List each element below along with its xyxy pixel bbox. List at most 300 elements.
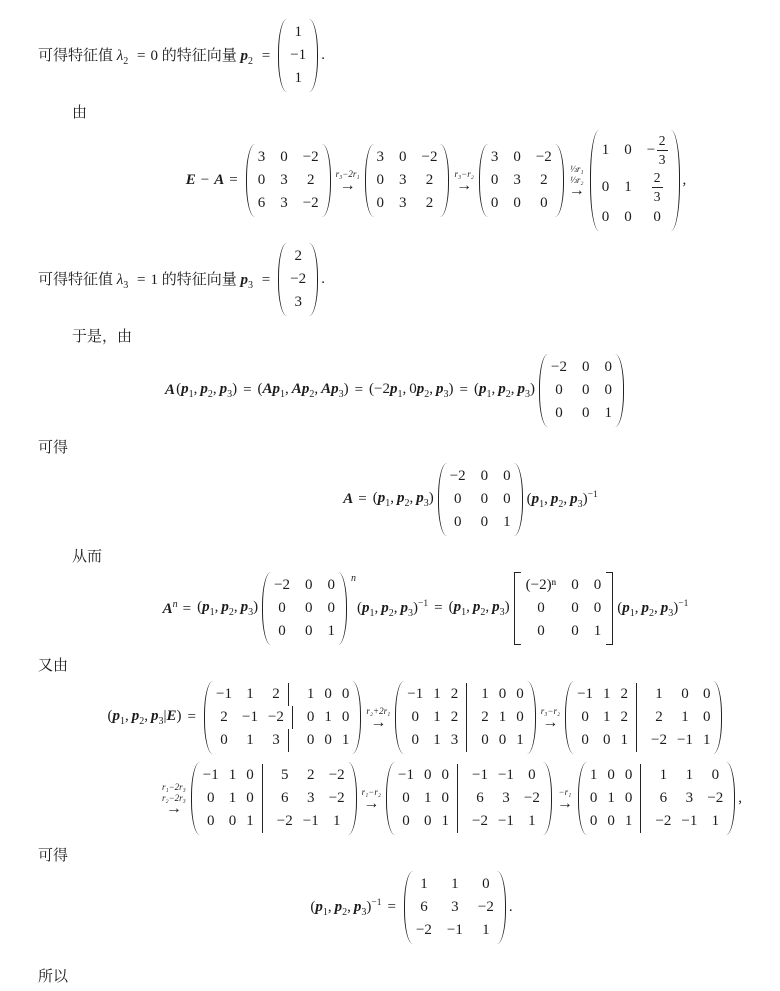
comma: , (212, 381, 217, 397)
subscript: 1 (486, 389, 492, 400)
connector-you: 由 (72, 105, 88, 121)
matrix (246, 143, 331, 218)
paren-close: ) (582, 490, 588, 507)
matrix-cell: 0 (528, 767, 536, 783)
matrix-cell: 0 (653, 209, 661, 225)
matrix-cell: 0 (306, 709, 315, 725)
matrix-cell: 0 (593, 577, 602, 593)
matrix-cell: 1 (604, 405, 612, 421)
connector-youyou: 又由 (38, 658, 69, 674)
vector-p-symbol: p (550, 490, 559, 507)
matrix-cell: 0 (711, 767, 720, 783)
equals-sign: = (182, 601, 192, 617)
vector-p-symbol: p (641, 599, 650, 616)
matrix-cell: 2 (220, 709, 228, 725)
matrix-cell: 1 (589, 767, 598, 783)
vector-p-symbol: p (200, 381, 208, 397)
subscript: 3 (668, 607, 674, 619)
matrix-cell: −2 (523, 790, 540, 806)
superscript-inverse: −1 (418, 598, 429, 609)
matrix-cell: 0 (376, 195, 385, 211)
subscript: 1 (539, 498, 545, 510)
arrow-icon: → (339, 176, 356, 194)
matrix-grid (525, 574, 603, 643)
diagonal-matrix-power-result (514, 571, 614, 646)
p-group-inverse (527, 490, 598, 510)
subscript: 1 (369, 607, 375, 619)
coefficient: A (262, 381, 273, 397)
arrow-icon: → (165, 800, 182, 818)
matrix-cell: 1 (451, 876, 459, 892)
matrix-A-symbol: A (343, 491, 354, 507)
matrix-cell: 1 (702, 732, 711, 748)
matrix-cell: 2 (540, 172, 548, 188)
matrix-cell: 1 (482, 922, 490, 938)
matrix-grid (376, 146, 439, 215)
matrix-cell: 0 (207, 813, 215, 829)
matrix (365, 143, 450, 218)
superscript-inverse: −1 (587, 489, 598, 500)
identity-E-symbol: E (185, 172, 196, 188)
augmented-matrix (386, 761, 552, 836)
vector-p-symbol: p (498, 381, 506, 397)
paren-close: ) (366, 898, 372, 915)
subscript: 2 (649, 607, 655, 619)
vector-p2-matrix (278, 18, 318, 93)
matrix-cell: 1 (423, 790, 432, 806)
paren-close: ) (448, 381, 454, 397)
matrix-grid (449, 465, 512, 534)
matrix (479, 143, 564, 218)
matrix-grid (289, 245, 307, 314)
text-run (38, 268, 275, 291)
fraction (652, 171, 663, 203)
matrix-A-symbol: A (214, 172, 225, 188)
paren-close: ) (529, 381, 535, 397)
coefficient: A (321, 381, 332, 397)
vector-p-symbol: p (622, 599, 630, 616)
vector-p-symbol: p (151, 708, 159, 724)
numerator: 2 (652, 171, 663, 188)
matrix-cell: 0 (376, 172, 385, 188)
augmented-matrix (204, 680, 361, 755)
matrix-cell (646, 132, 669, 169)
matrix-cell: 0 (324, 686, 332, 702)
matrix-cell: 2 (620, 706, 638, 729)
matrix-cell: −1 (398, 767, 414, 783)
row-op-arrow (162, 782, 186, 816)
paragraph-eigenvector-3 (38, 242, 754, 317)
matrix (590, 129, 680, 232)
vector-p-symbol: p (272, 381, 281, 397)
matrix-cell: 0 (257, 172, 266, 188)
matrix-cell: 1 (420, 876, 428, 892)
comma: , (285, 381, 289, 397)
matrix-cell: 1 (306, 686, 315, 702)
subscript: 3 (248, 280, 253, 291)
comma: , (738, 790, 743, 806)
vector-p-symbol: p (660, 599, 669, 616)
superscript-n: n (351, 573, 357, 584)
matrix-cell: −2 (290, 271, 307, 287)
matrix-cell: −1 (302, 813, 319, 829)
matrix-cell: 0 (581, 709, 589, 725)
comma: , (485, 599, 490, 615)
p-group (197, 599, 258, 618)
matrix-cell: 0 (228, 813, 237, 829)
matrix-cell: 0 (423, 813, 432, 829)
matrix-cell: 0 (324, 732, 332, 748)
matrix-cell: 0 (503, 491, 511, 507)
eigenvalue: 0 (150, 48, 158, 64)
matrix-cell: −2 (328, 790, 345, 806)
equals-sign: = (354, 382, 364, 398)
matrix-cell: 3 (399, 172, 407, 188)
matrix-cell: 0 (453, 491, 462, 507)
equation-lhs (186, 172, 243, 189)
matrix-cell: 0 (399, 149, 407, 165)
matrix-cell: 5 (281, 767, 289, 783)
row-op-label: r₁−2r₃ (161, 781, 186, 792)
matrix-grid (397, 764, 541, 833)
matrix-cell: 1 (624, 810, 642, 833)
matrix-cell: 6 (257, 195, 266, 211)
matrix-cell: 1 (503, 514, 511, 530)
vector-p-symbol: p (436, 381, 444, 397)
matrix-grid (406, 683, 524, 752)
subscript: 2 (207, 389, 213, 400)
connector-kede: 可得 (38, 440, 69, 456)
row-op-label: r₂−2r₃ (161, 792, 186, 803)
cjk-text: 可得特征值 (38, 48, 114, 64)
matrix-cell: 0 (305, 600, 313, 616)
matrix-cell: 1 (659, 767, 668, 783)
matrix-cell: 0 (341, 709, 350, 725)
paren-open: ( (448, 599, 454, 615)
equals-sign: = (358, 491, 367, 507)
matrix-cell: −1 (577, 686, 594, 702)
row-op-label: r₃−r₂ (454, 169, 474, 180)
paren-open: ( (357, 599, 363, 616)
comma: , (491, 381, 496, 397)
matrix-cell: 1 (433, 686, 441, 702)
matrix-cell: 3 (685, 790, 694, 806)
equals-sign: = (434, 600, 443, 616)
subscript: 3 (158, 716, 164, 727)
matrix-cell: −2 (477, 899, 494, 915)
matrix-cell: 0 (280, 149, 288, 165)
matrix-grid (289, 21, 307, 90)
matrix-cell: 0 (278, 623, 286, 639)
matrix-cell: 1 (341, 732, 350, 748)
matrix-cell: 3 (280, 195, 288, 211)
matrix-cell: 1 (528, 813, 536, 829)
matrix-cell: 0 (440, 764, 458, 787)
matrix-cell: −2 (651, 732, 668, 748)
matrix-A-symbol: A (165, 382, 176, 398)
matrix-grid (202, 764, 346, 833)
subscript: 1 (280, 389, 286, 400)
matrix-cell: −2 (535, 149, 552, 165)
matrix-cell: 1 (433, 732, 441, 748)
coefficient: 0 (409, 381, 417, 397)
matrix-cell: −1 (471, 767, 488, 783)
row-op-label: r₃−r₂ (540, 706, 561, 717)
equation-lhs (343, 491, 371, 508)
matrix-cell: 0 (480, 514, 489, 530)
equation-EA-row-reduction (78, 129, 780, 232)
vector-p-symbol: p (219, 381, 228, 397)
matrix-cell: −2 (302, 195, 319, 211)
vector-p-symbol: p (353, 898, 362, 915)
matrix-cell: 2 (294, 248, 302, 264)
matrix-cell: 0 (490, 195, 499, 211)
matrix-cell: 0 (245, 764, 263, 787)
paren-close: ) (428, 490, 434, 506)
matrix-cell: 0 (516, 686, 524, 702)
vector-p-symbol: p (453, 599, 462, 615)
row-op-arrow (557, 787, 573, 810)
connector-suoyi: 所以 (38, 969, 69, 985)
matrix-cell: −2 (655, 813, 672, 829)
subscript: 3 (338, 389, 344, 400)
equals-sign: = (387, 899, 396, 915)
matrix-cell: 0 (305, 577, 313, 593)
row-op-label: r₁−r₂ (361, 787, 382, 798)
matrix-cell: 0 (503, 468, 511, 484)
matrix-cell: 1 (601, 142, 610, 158)
vector-p-symbol: p (478, 381, 487, 397)
paren-open: ( (310, 898, 316, 915)
connector-kede-2: 可得 (38, 848, 69, 864)
matrix-grid (257, 146, 320, 215)
matrix-cell: 3 (490, 149, 499, 165)
matrix-cell: 0 (402, 813, 410, 829)
matrix-cell: −1 (216, 686, 232, 702)
matrix-cell: 0 (589, 790, 598, 806)
minus-sign: − (200, 172, 210, 188)
matrix-cell: 2 (306, 172, 315, 188)
matrix-cell: 0 (537, 623, 545, 639)
paren-open: ( (257, 381, 263, 397)
vector-p-symbol: p (112, 708, 121, 724)
matrix-cell: 3 (280, 172, 288, 188)
matrix-cell: 0 (601, 209, 610, 225)
matrix-cell: (−2)ⁿ (525, 577, 557, 593)
paren-close: ) (343, 381, 349, 397)
matrix-cell: 0 (581, 359, 590, 375)
matrix-cell: 2 (271, 683, 289, 706)
arrow-icon: → (363, 794, 380, 812)
matrix-cell: 3 (294, 294, 302, 310)
lambda-symbol: λ (116, 272, 124, 288)
matrix-cell: 0 (581, 732, 589, 748)
subscript: 1 (461, 607, 467, 618)
numerator: 2 (657, 134, 668, 151)
matrix-cell: 2 (306, 767, 315, 783)
subscript: 2 (309, 389, 315, 400)
augmented-matrix (395, 680, 535, 755)
matrix-cell: 0 (245, 787, 263, 810)
matrix-cell: 1 (620, 729, 638, 752)
matrix-cell: 0 (540, 195, 548, 211)
matrix-cell: −2 (274, 577, 291, 593)
matrix-cell: 0 (402, 790, 410, 806)
matrix-cell: −2 (550, 359, 567, 375)
matrix-cell: 3 (376, 149, 385, 165)
vector-p-symbol: p (334, 898, 343, 915)
row-op-arrow (541, 706, 560, 729)
row-op-arrow (569, 164, 585, 198)
row-op-label: ⅓r₁ (570, 163, 584, 174)
matrix-cell: 0 (624, 764, 642, 787)
subscript: 2 (404, 498, 410, 509)
matrix-cell: 3 (399, 195, 407, 211)
matrix-cell: 0 (411, 709, 419, 725)
matrix-cell: 2 (620, 683, 638, 706)
matrix-cell: −2 (421, 149, 438, 165)
matrix-cell: 1 (327, 623, 336, 639)
matrix-cell: 1 (433, 709, 441, 725)
comma: , (429, 381, 434, 397)
vector-p-symbol: p (492, 599, 500, 615)
matrix-cell: 0 (220, 732, 228, 748)
vector-p-symbol: p (240, 272, 248, 288)
matrix-cell: 0 (453, 514, 462, 530)
matrix-cell: 0 (327, 600, 336, 616)
row-op-label: r₂+2r₁ (366, 706, 391, 717)
subscript: 1 (188, 389, 194, 400)
matrix-cell: −2 (276, 813, 293, 829)
vector-p-symbol: p (240, 48, 248, 64)
superscript-n: n (172, 599, 178, 610)
matrix-cell: 0 (607, 767, 615, 783)
period: . (508, 899, 513, 915)
equation-A-power-n (68, 571, 780, 646)
matrix-cell: 0 (423, 767, 432, 783)
matrix-cell: 0 (306, 732, 315, 748)
equation-augmented-line-1 (58, 680, 774, 755)
matrix-cell: 3 (451, 899, 459, 915)
equals-sign: = (459, 382, 468, 398)
matrix-cell: 0 (681, 686, 689, 702)
Ap-group (258, 381, 349, 400)
row-op-label: r₃−2r₁ (335, 169, 360, 180)
matrix-cell: −2 (328, 767, 345, 783)
equation-lhs (163, 599, 196, 618)
p-group-inverse (357, 599, 428, 619)
equation-augmented-line-2 (93, 761, 780, 836)
matrix-cell: 0 (624, 142, 632, 158)
superscript-inverse: −1 (678, 598, 689, 609)
subscript: 3 (499, 607, 505, 618)
matrix-cell: 0 (702, 709, 711, 725)
equals-sign: = (187, 709, 197, 725)
subscript: 1 (397, 389, 403, 400)
matrix-cell: 0 (305, 623, 313, 639)
matrix-cell: 0 (601, 179, 610, 195)
matrix-cell: 3 (271, 729, 289, 752)
vector-p-symbol: p (131, 708, 140, 724)
inverse-matrix (404, 870, 506, 945)
vector-p-symbol: p (331, 381, 339, 397)
paren-open: ( (197, 599, 203, 615)
vector-p-symbol: p (301, 381, 310, 397)
vector-p-symbol: p (377, 490, 386, 506)
matrix-cell: 2 (425, 172, 434, 188)
comma: , (347, 898, 351, 915)
comma: , (314, 381, 319, 397)
matrix-cell: −2 (267, 706, 293, 729)
matrix-cell: 2 (450, 683, 468, 706)
matrix-cell: −1 (681, 813, 698, 829)
comma: , (409, 490, 414, 506)
vector-p-symbol: p (181, 381, 189, 397)
matrix-cell: 0 (341, 686, 350, 702)
matrix-cell: 0 (593, 600, 602, 616)
matrix-cell: 0 (537, 600, 545, 616)
paren-open: ( (176, 381, 182, 397)
comma: , (144, 708, 149, 724)
matrix-cell: −1 (407, 686, 424, 702)
subscript: 2 (424, 389, 430, 400)
matrix-grid (550, 356, 613, 425)
matrix-cell: 3 (257, 149, 266, 165)
vector-p-symbol: p (362, 599, 370, 616)
matrix-cell: 1 (603, 709, 611, 725)
subscript: 1 (322, 906, 328, 918)
p-group-augmented-E (108, 708, 182, 727)
vector-p-symbol: p (240, 599, 249, 615)
comma: , (193, 381, 198, 397)
matrix-cell: 1 (593, 623, 602, 639)
comma: , (654, 599, 658, 616)
matrix-cell: −2 (415, 922, 432, 938)
paren-open: ( (473, 381, 479, 397)
matrix-cell: 0 (604, 382, 612, 398)
matrix-cell: 0 (498, 732, 507, 748)
matrix-cell: −1 (497, 813, 514, 829)
paren-open: ( (372, 490, 378, 506)
cjk-text: 的特征向量 (161, 48, 237, 64)
subscript: 3 (408, 607, 414, 619)
matrix-cell: 3 (306, 790, 315, 806)
matrix-cell: 0 (624, 787, 642, 810)
matrix-cell: 0 (480, 468, 489, 484)
vector-p-symbol: p (570, 490, 578, 507)
subscript: 2 (342, 906, 348, 918)
matrix-cell: 6 (476, 790, 484, 806)
matrix-grid (490, 146, 553, 215)
p-group-inverse (310, 898, 381, 918)
coefficient: A (291, 381, 302, 397)
matrix-cell: 0 (624, 209, 632, 225)
matrix-cell: 0 (513, 149, 521, 165)
matrix-cell: 0 (571, 577, 579, 593)
matrix-cell: 0 (513, 195, 521, 211)
subscript: 2 (139, 716, 145, 727)
subscript: 3 (361, 906, 367, 918)
matrix-grid (601, 132, 669, 229)
comma: , (374, 599, 379, 616)
matrix-cell: 1 (440, 810, 458, 833)
paren-close: ) (504, 599, 510, 615)
matrix-cell: 0 (555, 382, 563, 398)
subscript: 3 (524, 389, 530, 400)
augmented-matrix (191, 761, 357, 836)
matrix-cell: 1 (711, 813, 720, 829)
matrix-cell: 1 (228, 790, 237, 806)
